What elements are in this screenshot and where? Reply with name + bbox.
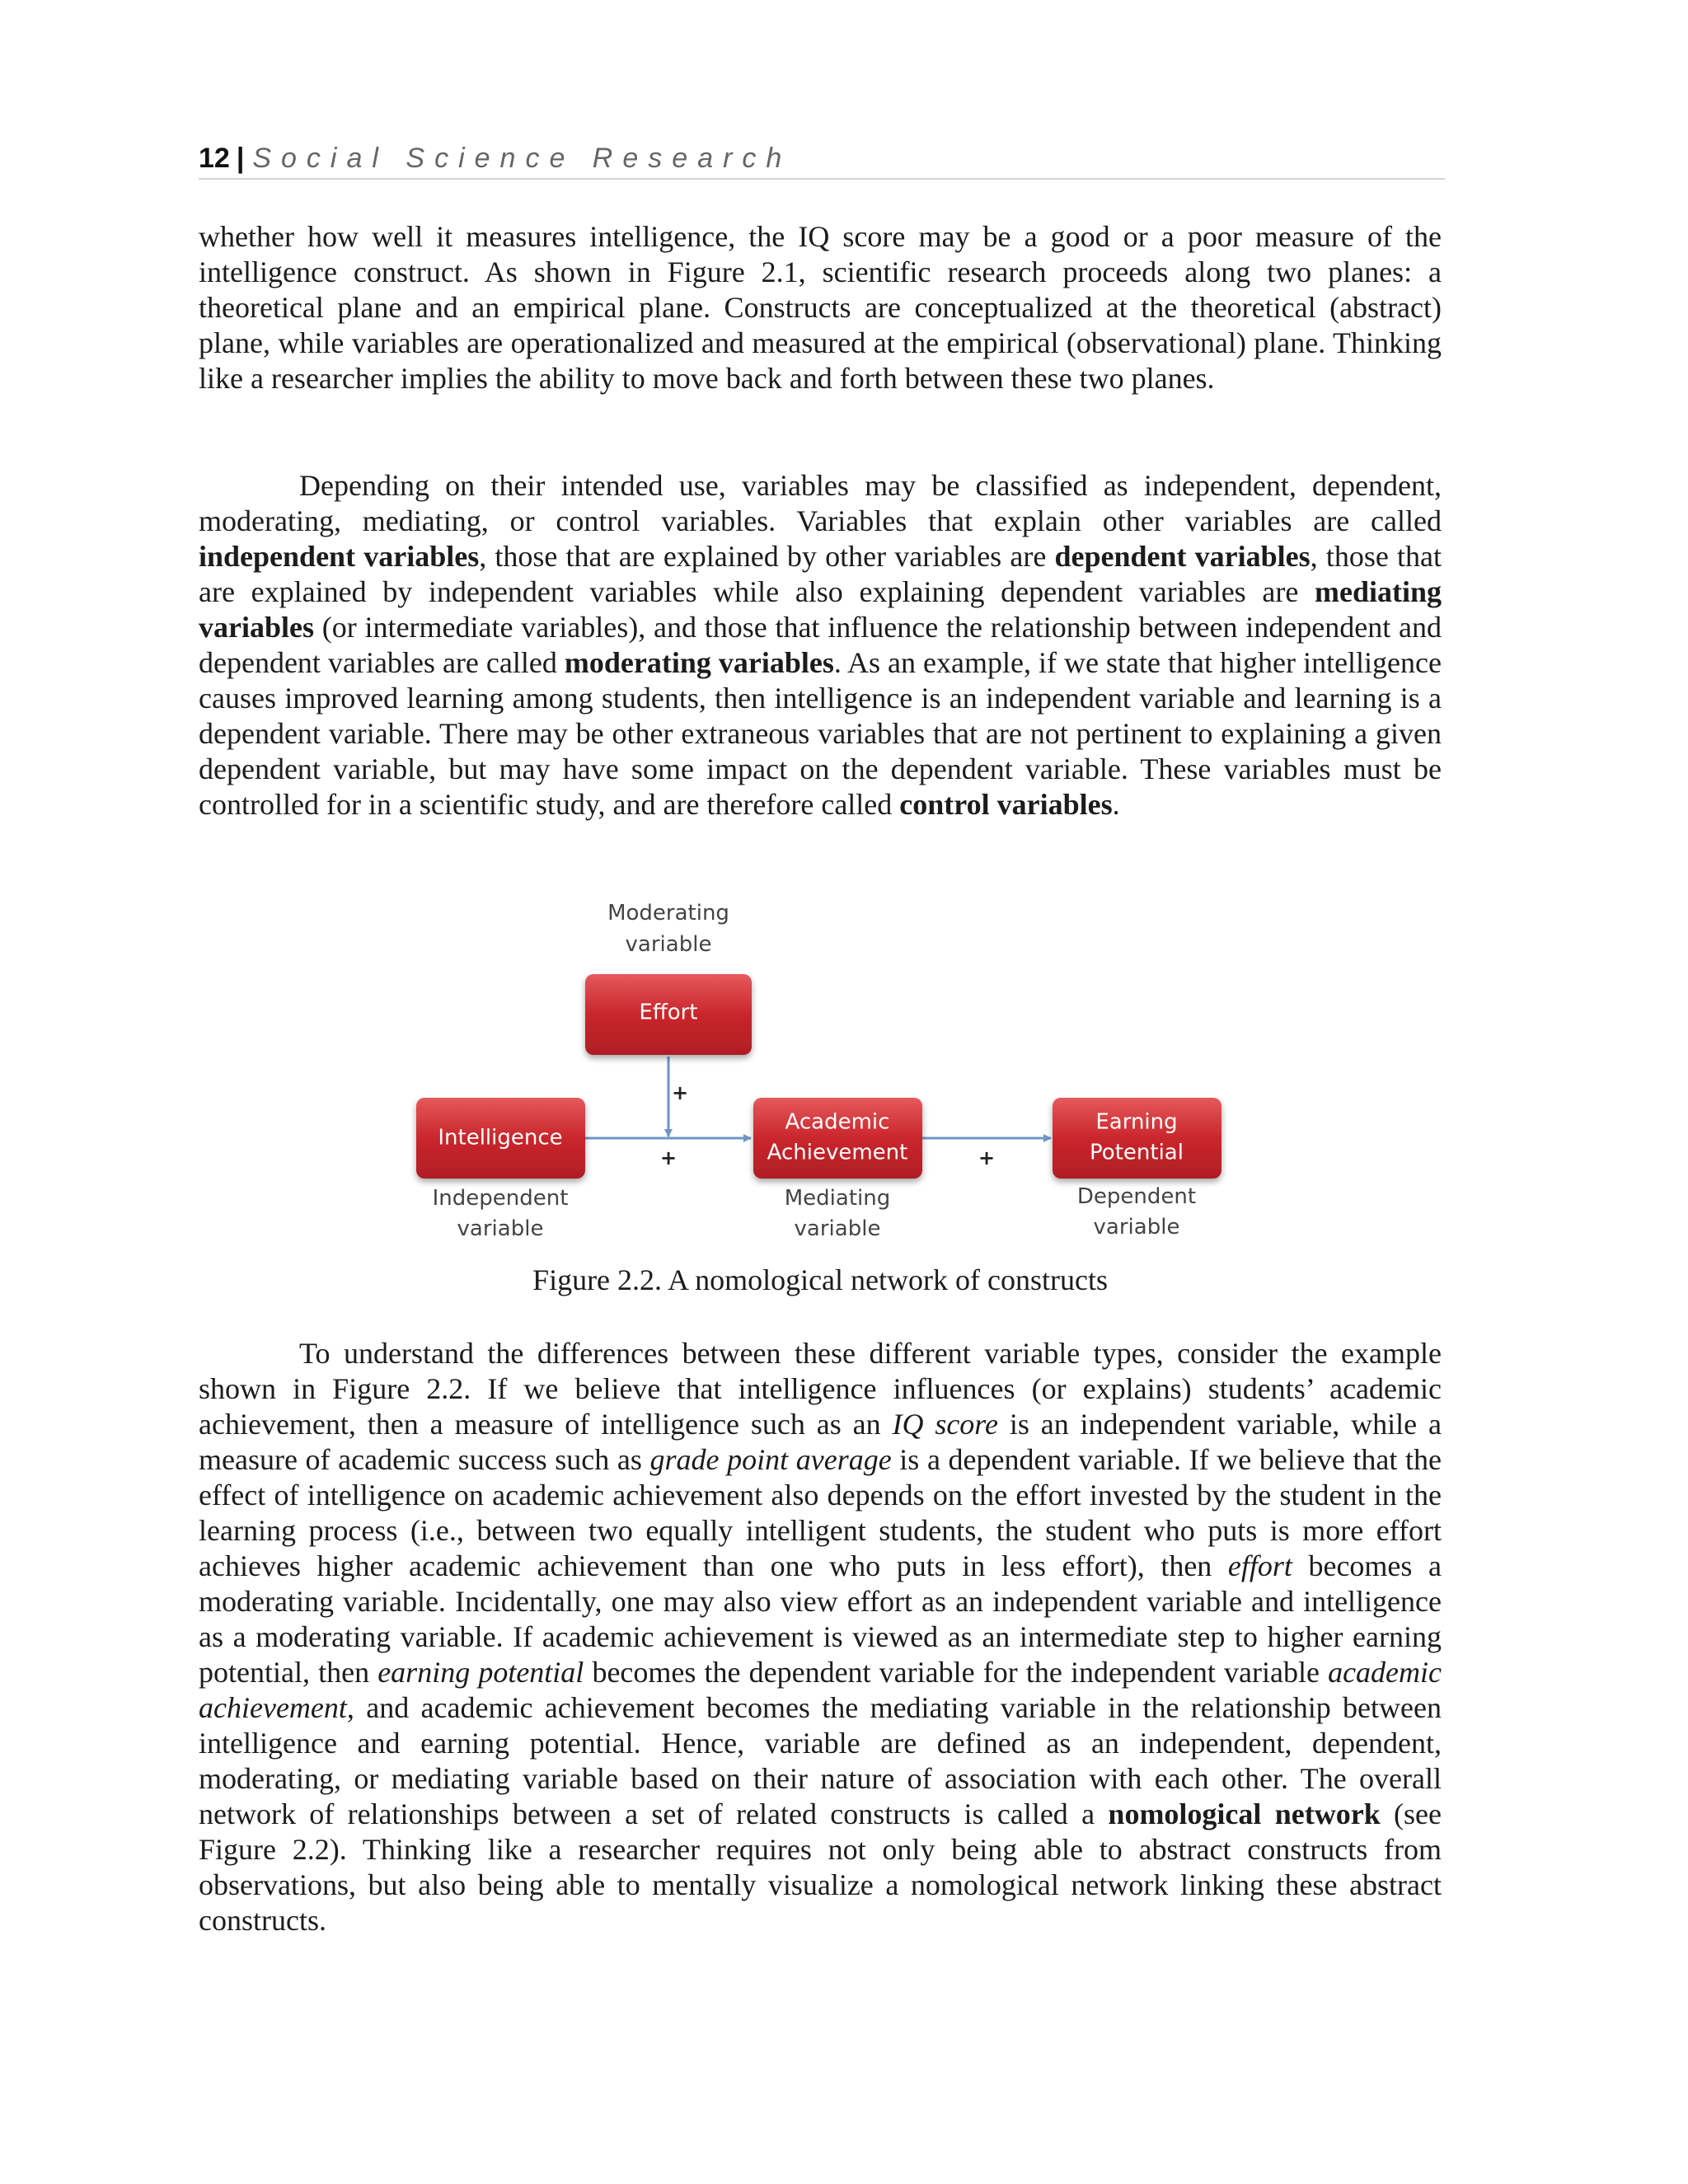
node-intelligence-label: Intelligence xyxy=(438,1125,563,1151)
node-academic-achievement xyxy=(753,1098,922,1241)
node-earning-label-line2: Potential xyxy=(1090,1140,1184,1165)
italic-term: earning potential xyxy=(377,1656,584,1689)
italic-term: IQ score xyxy=(892,1408,998,1441)
moderator-label-line1: Moderating xyxy=(607,901,729,926)
bold-term: control variables xyxy=(899,788,1113,821)
node-intelligence-role-line2: variable xyxy=(457,1216,544,1241)
node-earning-potential xyxy=(1053,1098,1221,1240)
text-run: Depending on their intended use, variables may be classified as independent, dependent, moderating, mediating, or control variables. Variables that explain other variables are called xyxy=(199,469,1442,537)
text-run: is a dependent variable. If we believe that the effect of intelligence on academic achievement also depends on the effort invested by the student in the learning process (i.e., between two equally intelligent students, the student who puts is more effort achieves higher academic achievement than one who puts in less effort), then xyxy=(199,1443,1442,1582)
page-number: 12 xyxy=(199,143,230,174)
text-run: To understand the differences between these different variable types, consider the example shown in Figure 2.2. If we believe that intelligence influences (or explains) students’ academic achievement, then a measure of intelligence such as an xyxy=(199,1337,1442,1441)
text-run: (see Figure 2.2). Thinking like a researcher requires not only being able to abstract constructs from observations, but also being able to mentally visualize a nomological network linking these abstract constructs. xyxy=(199,1797,1442,1937)
node-academic-label-line2: Achievement xyxy=(767,1140,908,1165)
running-header xyxy=(199,138,1445,180)
italic-term: effort xyxy=(1227,1549,1292,1582)
node-earning-label-line1: Earning xyxy=(1095,1109,1178,1135)
bold-term: mediating variables xyxy=(199,575,1442,644)
text-run: becomes a moderating variable. Incidentally, one may also view effort as an independent variable and intelligence as a moderating variable. If academic achievement is viewed as an intermediate step to higher earning potential, then xyxy=(199,1549,1442,1689)
node-academic-role-line2: variable xyxy=(794,1216,881,1241)
text-run: , those that are explained by other variables are xyxy=(479,540,1055,573)
text-run: . As an example, if we state that higher intelligence causes improved learning among students, then intelligence is an independent variable and learning is a dependent variable. There may be other extraneous variables that are not pertinent to explaining a given dependent variable, but may have some impact on the dependent variable. These variables must be controlled for in a scientific study, and are therefore called xyxy=(199,646,1442,821)
paragraph-2 xyxy=(199,468,1442,823)
header-separator: | xyxy=(236,143,245,174)
text-run: , those that are explained by independent variables while also explaining dependent variables are xyxy=(199,540,1442,608)
node-academic-label-line1: Academic xyxy=(785,1109,890,1135)
node-academic-role-line1: Mediating xyxy=(784,1186,891,1211)
plus-sign-moderation: + xyxy=(671,1081,689,1104)
moderator-label-line2: variable xyxy=(625,932,712,957)
figure-caption: Figure 2.2. A nomological network of constructs xyxy=(532,1263,1108,1296)
node-effort xyxy=(585,974,752,1055)
diagram xyxy=(396,900,1269,1246)
bold-term: dependent variables xyxy=(1054,540,1311,573)
text-run: becomes the dependent variable for the independent variable xyxy=(584,1656,1329,1689)
text-run: . xyxy=(1112,788,1120,821)
italic-term: academic achievement xyxy=(199,1656,1442,1724)
running-title: Social Science Research xyxy=(252,143,792,174)
node-earning-role-line1: Dependent xyxy=(1076,1184,1197,1209)
node-effort-label: Effort xyxy=(639,1000,698,1025)
node-intelligence xyxy=(416,1098,585,1241)
plus-sign-achievement-path: + xyxy=(978,1146,996,1169)
bold-term: independent variables xyxy=(199,540,480,573)
text-run: is an independent variable, while a measure of academic success such as xyxy=(199,1408,1442,1476)
bold-term: nomological network xyxy=(1108,1797,1381,1830)
node-earning-role-line2: variable xyxy=(1093,1215,1180,1240)
node-intelligence-role-line1: Independent xyxy=(432,1186,569,1211)
bold-term: moderating variables xyxy=(564,646,834,679)
italic-term: grade point average xyxy=(649,1443,892,1476)
plus-sign-intelligence-path: + xyxy=(659,1146,678,1169)
text-run: whether how well it measures intelligence, the IQ score may be a good or a poor measure of the intelligence construct. As shown in Figure 2.1, scientific research proceeds along two planes: a theoretical plane and an empirical plane. Constructs are conceptualized at the theoretical (abstract) plane, while variables are operationalized and measured at the empirical (observational) plane. Thinking like a researcher implies the ability to move back and forth between these two planes. xyxy=(199,220,1442,395)
figure-nomological-network xyxy=(396,900,1269,1246)
text-run: (or intermediate variables), and those that influence the relationship between independent and dependent variables are called xyxy=(199,611,1442,679)
paragraph-1 xyxy=(199,219,1442,396)
text-run: , and academic achievement becomes the mediating variable in the relationship between intelligence and earning potential. Hence, variable are defined as an independent, dependent, moderating, or mediating variable based on their nature of association with each other. The overall network of relationships between a set of related constructs is called a xyxy=(199,1691,1442,1830)
paragraph-3 xyxy=(199,1336,1442,1938)
